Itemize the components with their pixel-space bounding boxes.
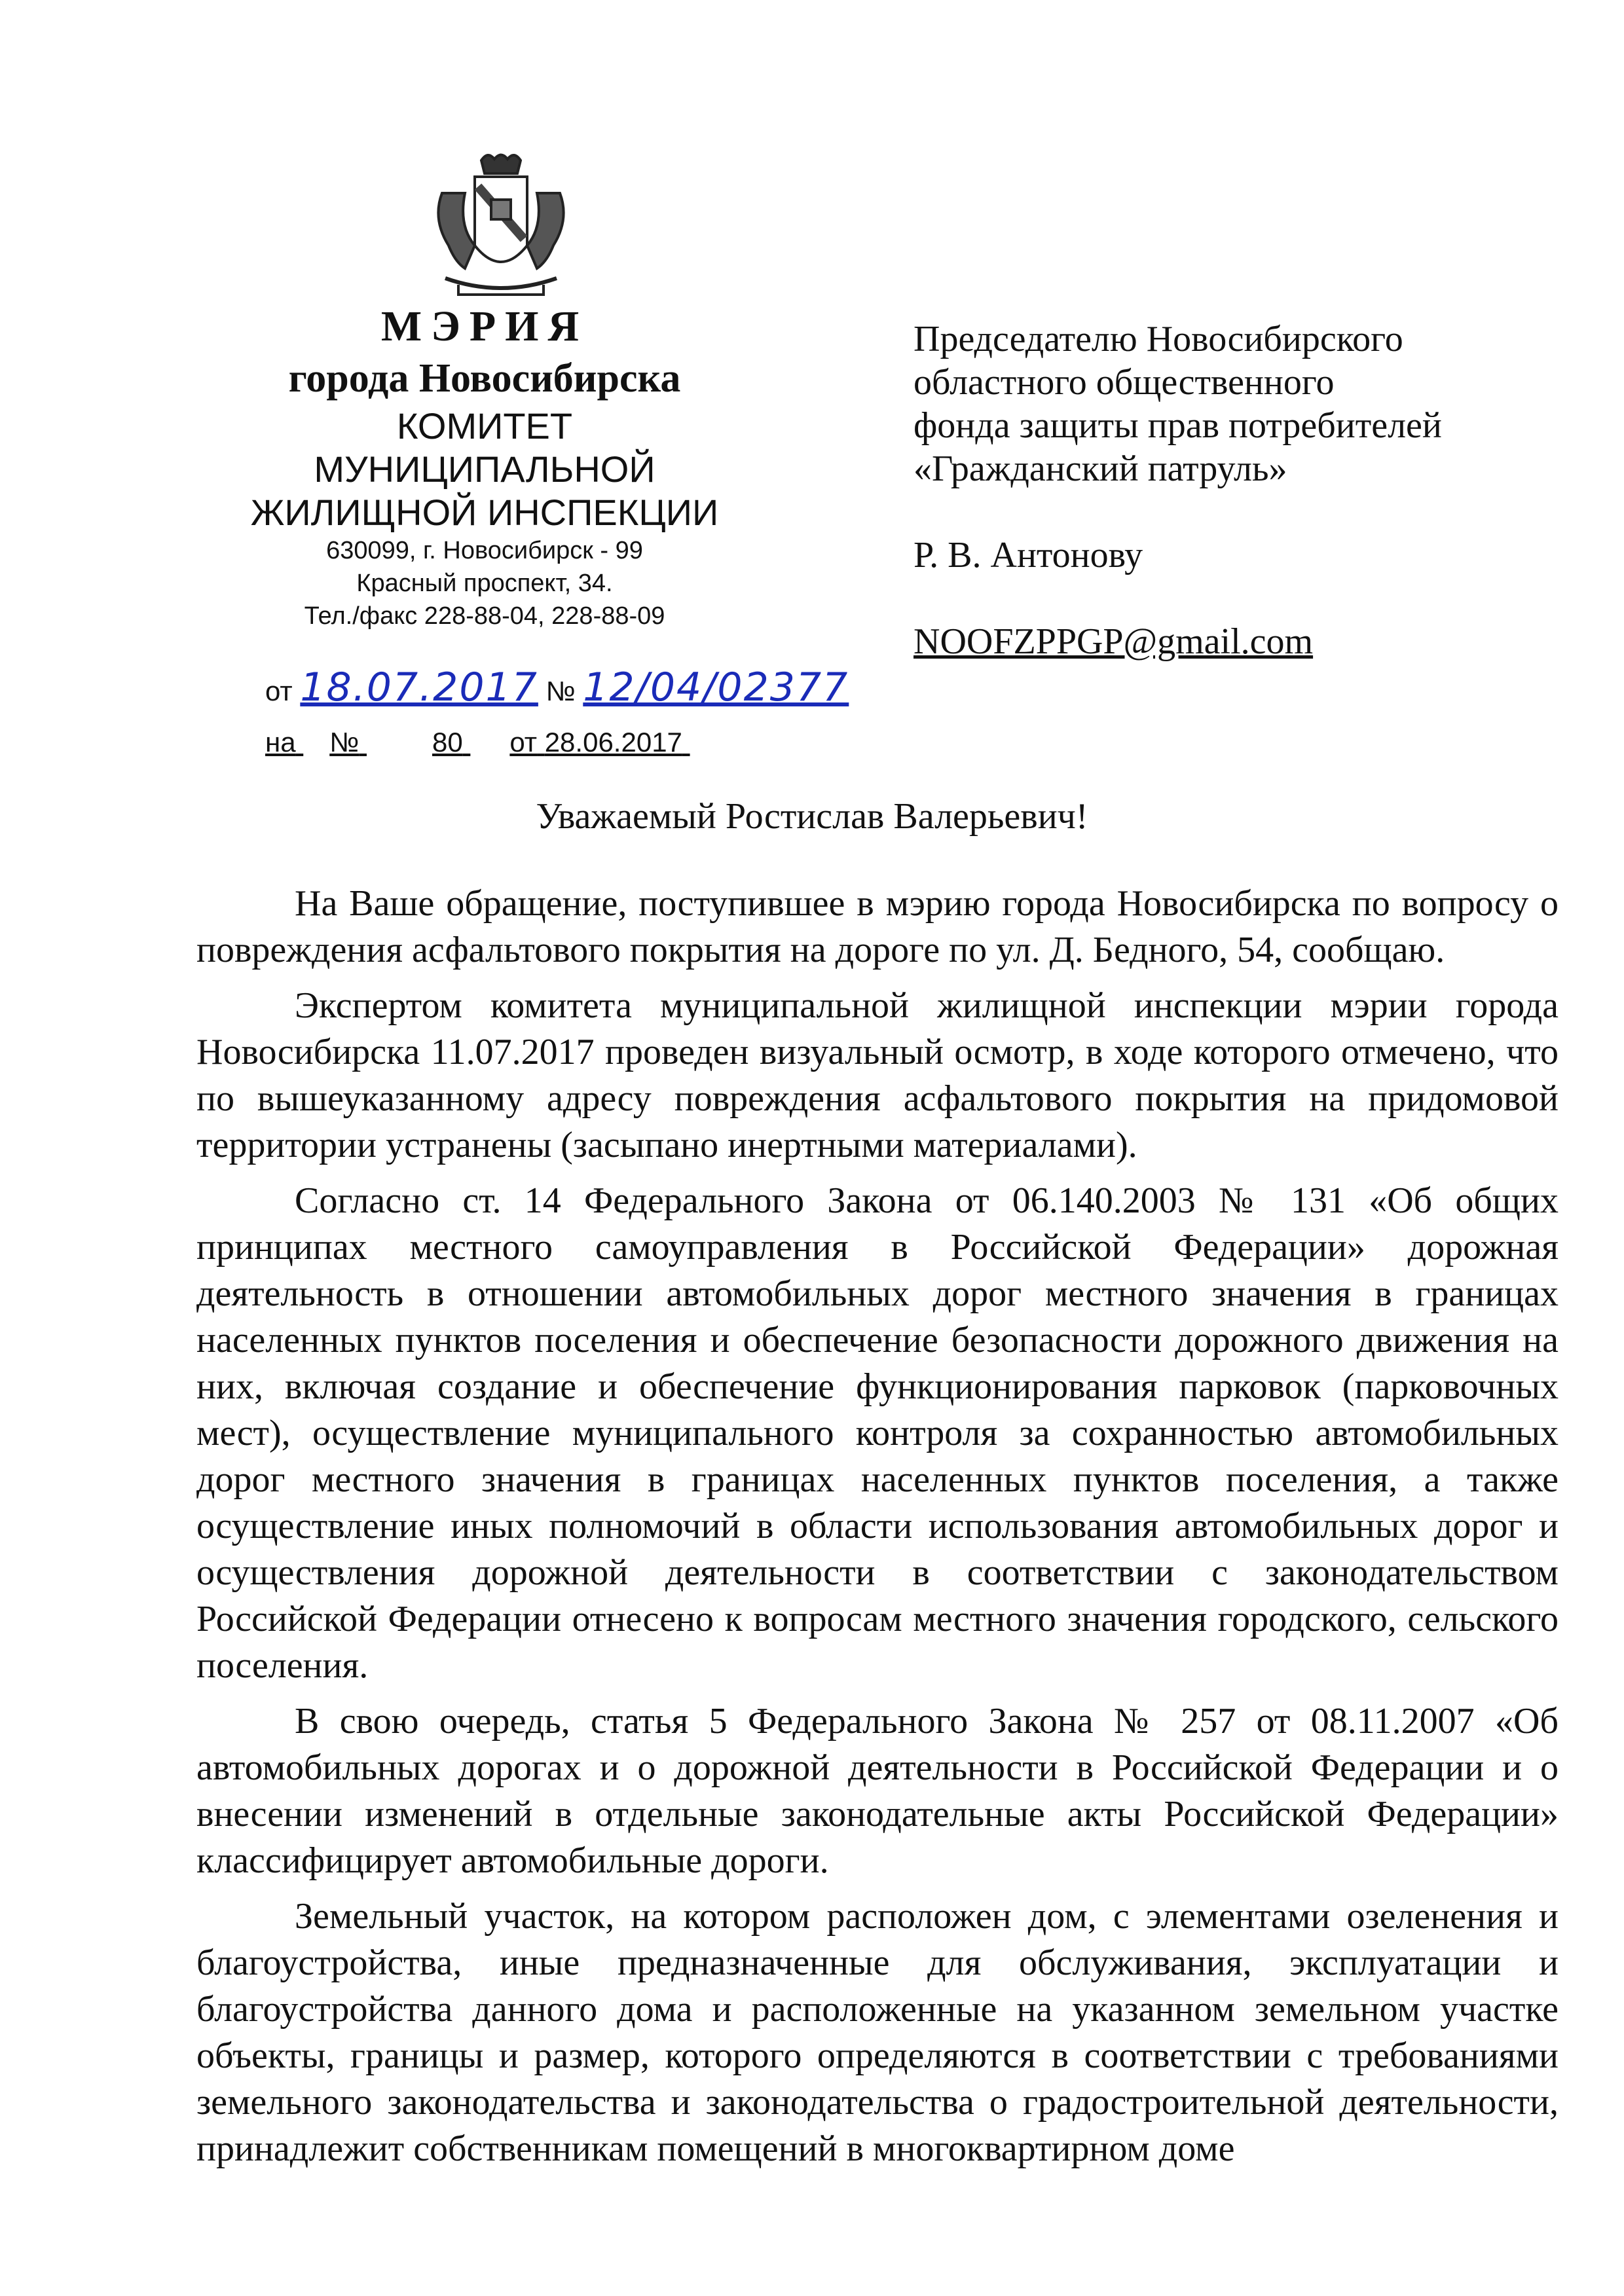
- number-label: №: [545, 676, 576, 706]
- reply-number-label: №: [329, 727, 360, 757]
- reply-date-label: от: [509, 727, 538, 757]
- recipient-block: [913, 318, 1568, 663]
- coat-of-arms-icon: [419, 147, 583, 311]
- dept-line-1: КОМИТЕТ: [396, 405, 573, 446]
- recipient-line-2: областного общественного: [913, 362, 1335, 403]
- recipient-name: Р. В. Антонову: [913, 535, 1143, 575]
- dept-line-3: ЖИЛИЩНОЙ ИНСПЕКЦИИ: [250, 492, 719, 533]
- reply-reference-line: [265, 727, 762, 758]
- body-paragraph: Экспертом комитета муниципальной жилищной инспекции мэрии города Новосибирска 11.07.2017 проведен визуальный осмотр, в ходе которого отмечено, что по вышеуказанному адресу повреждения асфальтового покрытия на придомовой территории устранены (засыпано инертными материалами).: [196, 985, 1559, 1165]
- body-paragraph: На Ваше обращение, поступившее в мэрию города Новосибирска по вопросу о повреждения асфальтового покрытия на дороге по ул. Д. Бедного, 54, сообщаю.: [196, 883, 1559, 970]
- recipient-line-4: «Гражданский патруль»: [913, 448, 1287, 489]
- address-line-1: 630099, г. Новосибирск - 99: [326, 537, 643, 564]
- reply-number: 80: [432, 727, 463, 757]
- recipient-email: NOOFZPPGP@gmail.com: [913, 621, 1314, 662]
- from-label: от: [265, 676, 293, 706]
- reply-label: на: [265, 727, 296, 757]
- recipient-line-1: Председателю Новосибирского: [913, 319, 1403, 359]
- body-paragraph: Согласно ст. 14 Федерального Закона от 06.140.2003 № 131 «Об общих принципах местного самоуправления в Российской Федерации» дорожная деятельность в отношении автомобильных дорог местного значения в границах населенных пунктов поселения и обеспечение безопасности дорожного движения на них, включая создание и обеспечение функционирования парковок (парковочных мест), осуществление муниципального контроля за сохранностью автомобильных дорог местного значения в границах населенных пунктов поселения, а также осуществление иных полномочий в области использования автомобильных дорог и осуществления дорожной деятельности в соответствии с законодательством Российской Федерации отнесено к вопросам местного значения городского, сельского поселения.: [196, 1180, 1559, 1686]
- recipient-line-3: фонда защиты прав потребителей: [913, 405, 1442, 446]
- handwritten-number: 12/04/02377: [583, 665, 849, 710]
- outgoing-reference-line: [265, 665, 849, 710]
- address-line-2: Красный проспект, 34.: [356, 570, 613, 597]
- handwritten-date: 18.07.2017: [300, 665, 538, 710]
- org-title: МЭРИЯ: [380, 302, 589, 350]
- body-paragraph: Земельный участок, на котором расположен дом, с элементами озеленения и благоустройства, иные предназначенные для обслуживания, эксплуатации и благоустройства данного дома и расположенные на указанном земельном участке объекты, границы и размер, которого определяются в соответствии с требованиями земельного законодательства и законодательства о градостроительной деятельности, принадлежит собственникам помещений в многоквартирном доме: [196, 1896, 1559, 2169]
- org-city: города Новосибирска: [288, 356, 681, 401]
- salutation: Уважаемый Ростислав Валерьевич!: [536, 796, 1088, 837]
- reply-date: 28.06.2017: [544, 727, 682, 757]
- address-line-3: Тел./факс 228-88-04, 228-88-09: [304, 602, 665, 630]
- letter-body: [196, 881, 1559, 2181]
- sender-organization-block: [196, 301, 773, 632]
- body-paragraph: В свою очередь, статья 5 Федерального Закона № 257 от 08.11.2007 «Об автомобильных дорогах и о дорожной деятельности в Российской Федерации и о внесении изменений в отдельные законодательные акты Российской Федерации» классифицирует автомобильные дороги.: [196, 1701, 1559, 1881]
- dept-line-2: МУНИЦИПАЛЬНОЙ: [314, 448, 655, 490]
